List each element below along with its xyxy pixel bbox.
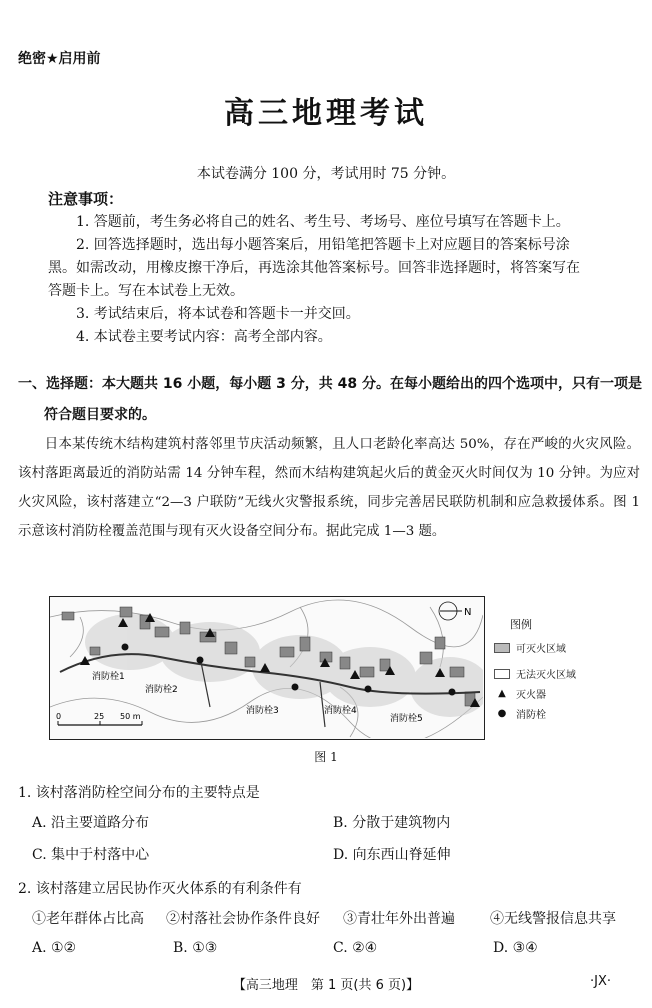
- legend-title: 图例: [510, 618, 532, 631]
- hydrant-marker: [365, 686, 372, 693]
- option-a: A. ①②: [32, 940, 77, 956]
- option-d: D. ③④: [493, 940, 538, 956]
- notice-item: 4. 本试卷主要考试内容：高考全部内容。: [76, 329, 332, 345]
- hydrant-marker: [197, 657, 204, 664]
- hydrant-label: 消防栓4: [324, 706, 357, 716]
- hydrant-marker: [449, 689, 456, 696]
- option-d: D. 向东西山脊延伸: [333, 847, 451, 863]
- hydrant-label: 消防栓2: [145, 685, 178, 695]
- notice-item: 2. 回答选择题时，选出每小题答案后，用铅笔把答题卡上对应题目的答案标号涂: [76, 237, 570, 253]
- svg-text:50 m: 50 m: [120, 712, 141, 721]
- svg-text:N: N: [464, 607, 472, 618]
- hydrant-marker: [122, 644, 129, 651]
- notice-item: 3. 考试结束后，将本试卷和答题卡一并交回。: [76, 306, 360, 322]
- section-heading-cont: 符合题目要求的。: [44, 407, 156, 423]
- hydrant-label: 消防栓1: [92, 672, 125, 682]
- legend-swatch: [494, 669, 510, 679]
- option-c: C. 集中于村落中心: [32, 847, 150, 863]
- legend-item: [494, 666, 576, 681]
- option-b: B. ①③: [173, 940, 218, 956]
- north-arrow: [439, 602, 471, 620]
- exam-title: 高三地理考试: [224, 96, 428, 131]
- svg-text:0: 0: [56, 712, 62, 721]
- option-a: A. 沿主要道路分布: [32, 815, 150, 831]
- confidential-label: 绝密★启用前: [18, 51, 101, 67]
- question-stem: 1. 该村落消防栓空间分布的主要特点是: [18, 785, 260, 801]
- village-map-figure: [49, 596, 485, 740]
- statement-list: [0, 908, 652, 928]
- hydrant-label: 消防栓3: [246, 706, 279, 716]
- triangle-icon: ▲: [498, 688, 506, 699]
- footer-code: ·JX·: [590, 974, 612, 989]
- village-map: [50, 597, 483, 738]
- hydrant-label: 消防栓5: [390, 714, 423, 724]
- notice-item: 答题卡上。写在本试卷上无效。: [48, 283, 244, 299]
- legend-label: 灭火器: [516, 690, 546, 701]
- scale-bar: [56, 712, 142, 725]
- legend-item: [494, 706, 546, 721]
- statement: ③青壮年外出普遍: [343, 911, 455, 927]
- notice-item: 1. 答题前，考生务必将自己的姓名、考生号、考场号、座位号填写在答题卡上。: [76, 214, 570, 230]
- reading-passage: 日本某传统木结构建筑村落邻里节庆活动频繁，且人口老龄化率高达 50%，存在严峻的火灾风险。该村落距离最近的消防站需 14 分钟车程，然而木结构建筑起火后的黄金灭火时间仅为 10 分钟。为应对火灾风险，该村落建立“2—3 户联防”无线火灾警报系统，同步完善居民联防机制和应急救援体系。图 1 示意该村消防栓覆盖范围与现有灭火设备空间分布。据此完成 1—3 题。: [18, 437, 640, 539]
- hydrant-marker: [292, 684, 299, 691]
- statement: ②村落社会协作条件良好: [166, 911, 320, 927]
- dot-icon: ●: [497, 708, 507, 719]
- option-c: C. ②④: [333, 940, 378, 956]
- notice-item: 黑。如需改动，用橡皮擦干净后，再选涂其他答案标号。回答非选择题时，将答案写在: [48, 260, 580, 276]
- figure-caption: 图 1: [314, 750, 338, 764]
- statement: ①老年群体占比高: [32, 911, 144, 927]
- legend-label: 无法灭火区域: [516, 670, 576, 681]
- exam-subtitle: 本试卷满分 100 分，考试用时 75 分钟。: [196, 166, 456, 182]
- legend-item: [494, 686, 546, 701]
- legend-label: 可灭火区域: [516, 644, 566, 655]
- legend-item: [494, 640, 566, 655]
- map-legend: [490, 616, 638, 726]
- option-b: B. 分散于建筑物内: [333, 815, 451, 831]
- legend-swatch: [494, 643, 510, 653]
- section-heading: 一、选择题：本大题共 16 小题，每小题 3 分，共 48 分。在每小题给出的四个选项中，只有一项是: [18, 376, 642, 392]
- statement: ④无线警报信息共享: [490, 911, 616, 927]
- svg-text:25: 25: [94, 712, 105, 721]
- question-stem: 2. 该村落建立居民协作灭火体系的有利条件有: [18, 881, 302, 897]
- page-footer: 【高三地理 第 1 页(共 6 页)】: [232, 978, 420, 993]
- notice-heading: 注意事项：: [48, 190, 124, 208]
- legend-label: 消防栓: [516, 710, 546, 721]
